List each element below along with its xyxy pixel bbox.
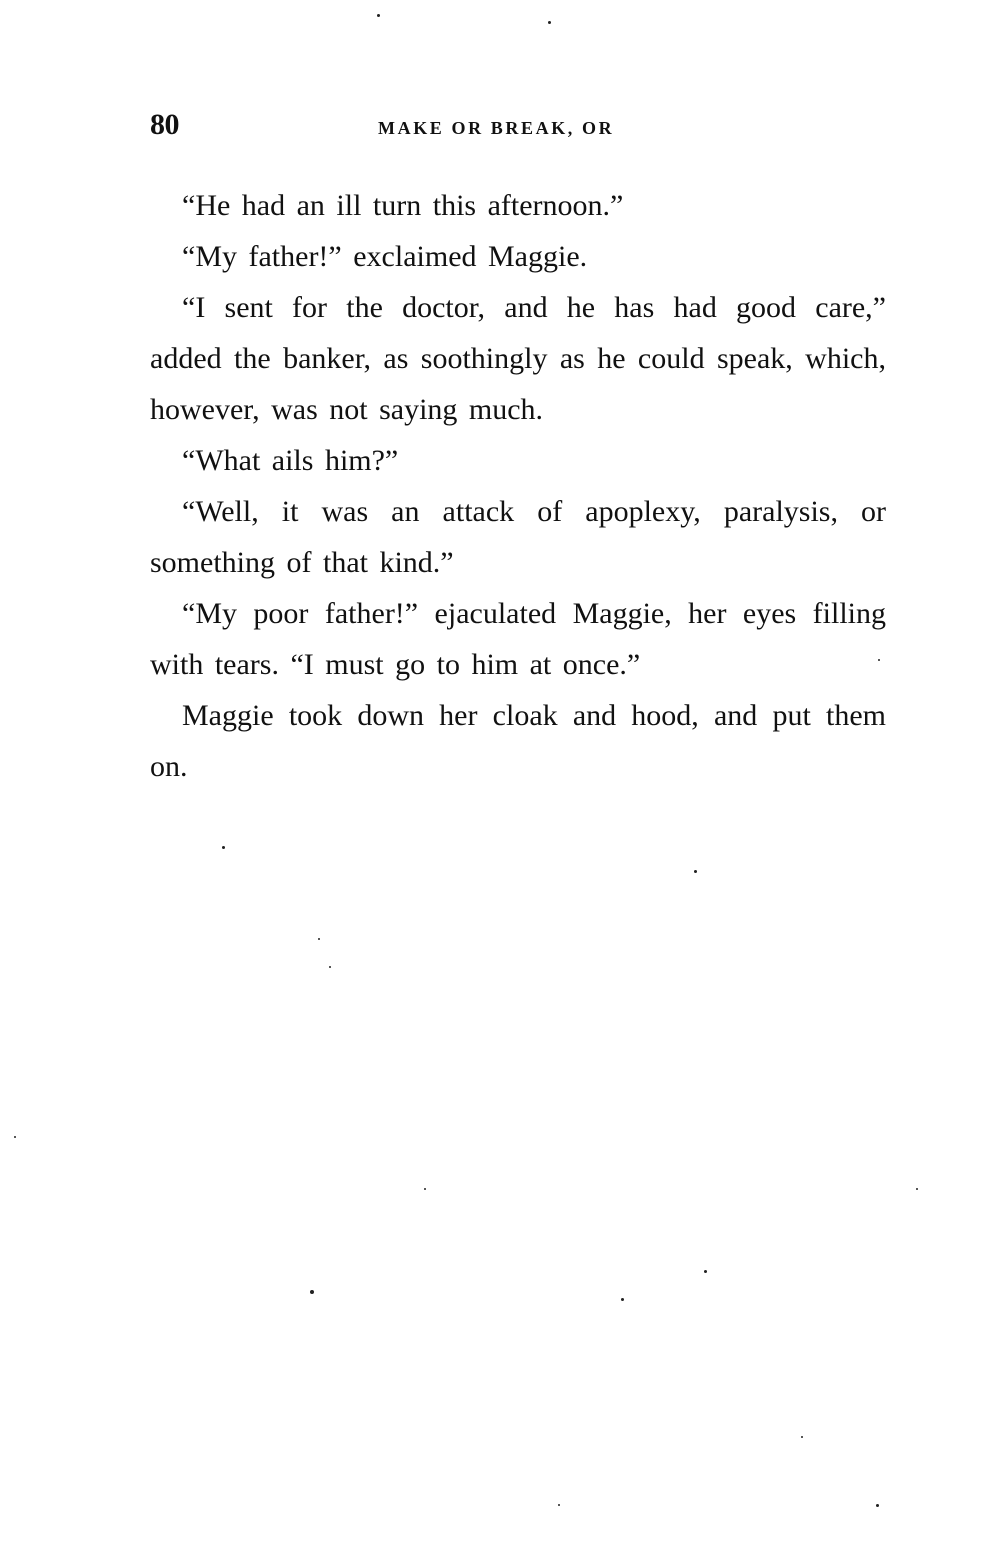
paragraph: “Well, it was an attack of apoplexy, paralysis, or something of that kind.” (150, 495, 886, 579)
paragraph: “My poor father!” ejaculated Maggie, her eyes filling with tears. “I must go to him at once.” (150, 597, 886, 681)
paragraph: “My father!” exclaimed Maggie. (182, 240, 588, 273)
scan-speck (548, 21, 551, 24)
scan-speck (621, 1298, 624, 1301)
scan-speck (14, 1136, 16, 1138)
scan-speck (558, 1504, 560, 1506)
page-number: 80 (150, 108, 179, 141)
scan-speck (704, 1270, 707, 1273)
paragraph: Maggie took down her cloak and hood, and put them on. (150, 699, 886, 783)
scan-speck (377, 14, 380, 17)
paragraph: “He had an ill turn this afternoon.” (182, 189, 624, 222)
scan-speck (801, 1436, 803, 1438)
page-header (150, 108, 890, 148)
scan-speck (329, 966, 331, 968)
scan-speck (916, 1188, 918, 1190)
scan-speck (310, 1290, 314, 1294)
scan-speck (424, 1188, 426, 1190)
body-text (150, 180, 886, 792)
scan-speck (222, 846, 225, 849)
running-head: MAKE OR BREAK, OR (378, 118, 615, 138)
paragraph: “I sent for the doctor, and he has had good care,” added the banker, as soothingly as he could speak, which, however, was not saying much. (150, 291, 886, 426)
scan-speck (876, 1504, 879, 1507)
scan-speck (694, 870, 697, 873)
paragraph: “What ails him?” (182, 444, 399, 477)
scan-speck (878, 659, 880, 661)
scan-speck (318, 938, 320, 940)
